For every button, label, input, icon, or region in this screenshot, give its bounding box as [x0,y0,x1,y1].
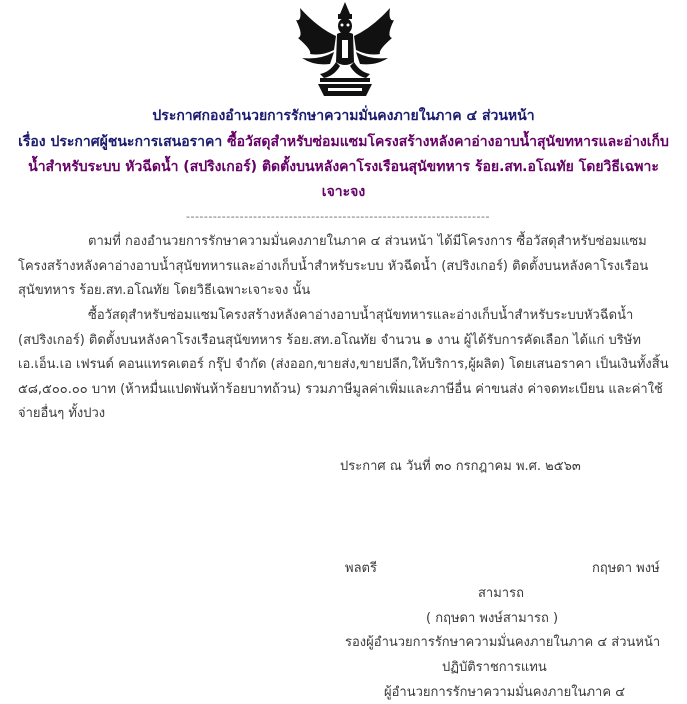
signer-name-part1: กฤษดา พงษ์ [592,561,660,576]
subject-topic: ซื้อวัสดุสำหรับซ่อมแซมโครงสร้างหลังคาอ่างอาบน้ำสุนัขทหารและอ่างเก็บน้ำสำหรับระบบ หัวฉีดน้ำ (สปริงเกอร์) ติดตั้งบนหลังคาโรงเรือนสุนัขทหาร ร้อย.สท.อโณทัย โดยวิธีเฉพาะเจาะจง [28,134,669,200]
signer-position-1: รองผู้อำนวยการรักษาความมั่นคงภายในภาค ๔ ส่วนหน้า [345,635,661,650]
signer-rank: พลตรี [345,561,377,576]
announcement-title: ประกาศกองอำนวยการรักษาความมั่นคงภายในภาค ๔ ส่วนหน้า [152,108,535,124]
body-paragraph-2: ซื้อวัสดุสำหรับซ่อมแซมโครงสร้างหลังคาอ่างอาบน้ำสุนัขทหารและอ่างเก็บน้ำสำหรับระบบหัวฉีดน้ำ (สปริงเกอร์) ติดตั้งบนหลังคาโรงเรือนสุนัขทหาร ร้อย.สท.อโณทัย จำนวน ๑ งาน ผู้ได้รับการคัดเลือก ได้แก่ บริษัท เอ.เอ็น.เอ เฟรนด์ คอนแทรคเตอร์ กรุ๊ป จำกัด (ส่งออก,ขายส่ง,ขายปลีก,ให้บริการ,ผู้ผลิต) โดยเสนอราคา เป็นเงินทั้งสิ้น ๕๘,๕๐๐.๐๐ บาท (ห้าหมื่นแปดพันห้าร้อยบาทถ้วน) รวมภาษีมูลค่าเพิ่มและภาษีอื่น ค่าขนส่ง ค่าจดทะเบียน และค่าใช้จ่ายอื่นๆ ทั้งปวง [18,308,669,421]
divider-line: -------------------------------------------------------------------- [186,210,490,223]
signer-position-2: ปฏิบัติราชการแทน [442,660,547,675]
signer-position-3: ผู้อำนวยการรักษาความมั่นคงภายในภาค ๔ [384,685,626,700]
signer-name-part2: สามารถ [478,586,524,601]
garuda-emblem-icon [290,0,400,98]
body-paragraph-1: ตามที่ กองอำนวยการรักษาความมั่นคงภายในภาค ๔ ส่วนหน้า ได้มีโครงการ ซื้อวัสดุสำหรับซ่อมแซมโครงสร้างหลังคาอ่างอาบน้ำสุนัขทหารและอ่างเก็บน้ำสำหรับระบบ หัวฉีดน้ำ (สปริงเกอร์) ติดตั้งบนหลังคาโรงเรือนสุนัขทหาร ร้อย.สท.อโณทัย โดยวิธีเฉพาะเจาะจง นั้น [18,234,649,298]
announcement-subject [18,130,669,205]
subject-label: เรื่อง ประกาศผู้ชนะการเสนอราคา [18,134,223,150]
announcement-date: ประกาศ ณ วันที่ ๓๐ กรกฎาคม พ.ศ. ๒๕๖๓ [340,459,581,474]
signer-name-parenthetical: ( กฤษดา พงษ์สามารถ ) [426,611,559,626]
